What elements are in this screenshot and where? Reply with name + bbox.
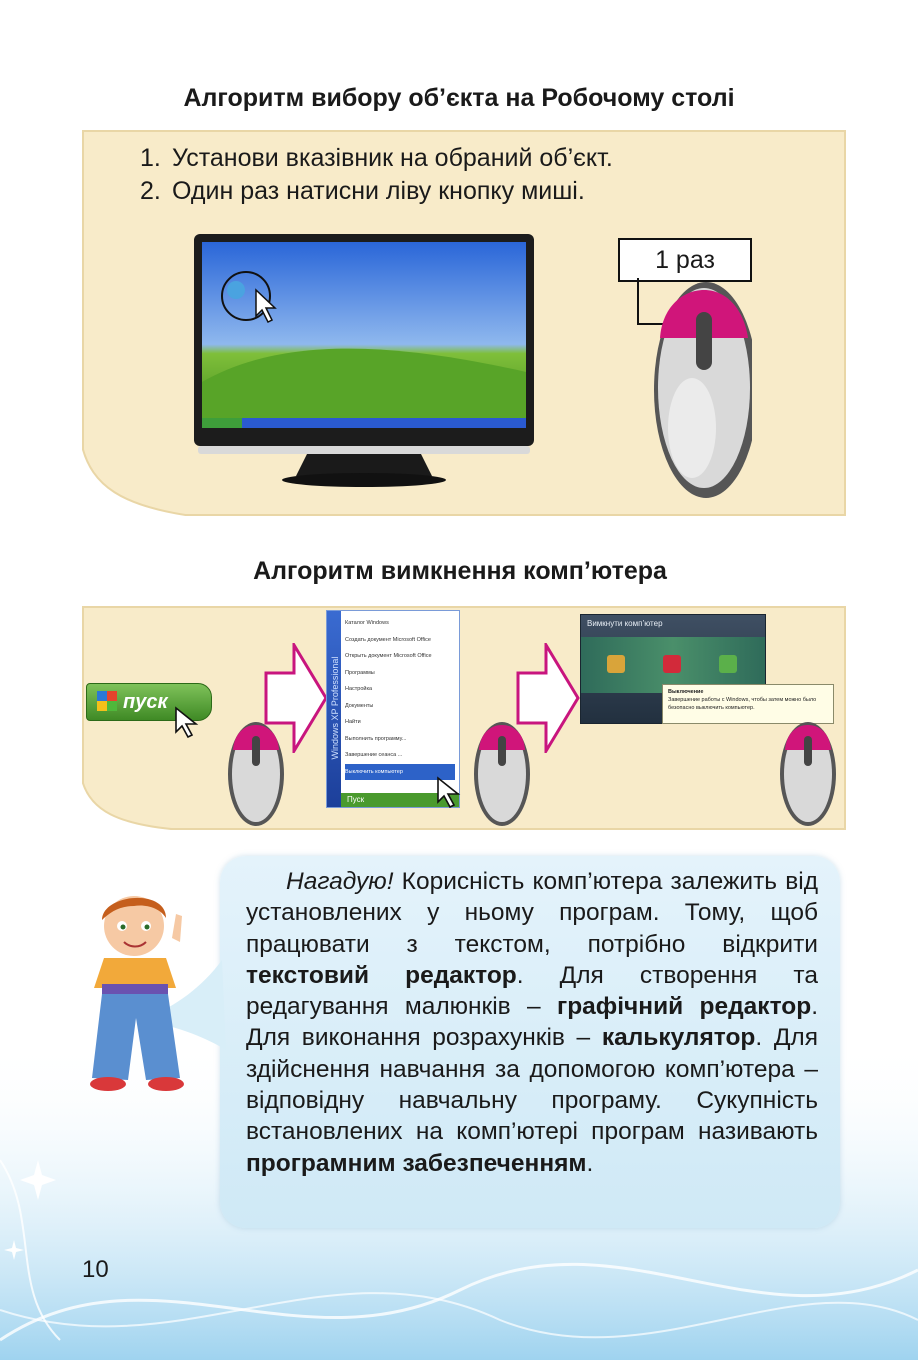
cursor-icon: [436, 776, 464, 808]
menu-item[interactable]: Открыть документ Microsoft Office: [345, 653, 432, 659]
menu-item[interactable]: Настройка: [345, 686, 373, 692]
cursor-icon: [174, 706, 200, 738]
standby-icon[interactable]: [607, 655, 625, 673]
click-count-label: 1 раз: [618, 238, 752, 282]
start-menu-bottom[interactable]: Пуск: [341, 793, 460, 807]
menu-item[interactable]: Программы: [345, 669, 375, 676]
mouse-icon: [778, 720, 838, 828]
page-curl: [82, 446, 192, 516]
mouse-icon: [226, 720, 286, 828]
windows-logo-icon: [97, 691, 117, 711]
restart-icon[interactable]: [719, 655, 737, 673]
page-number: 10: [82, 1256, 109, 1283]
shutdown-dialog-title: Вимкнути комп’ютер: [587, 619, 663, 628]
power-off-icon[interactable]: [663, 655, 681, 673]
menu-item[interactable]: Выполнить программу...: [345, 735, 407, 742]
steps-list: [140, 142, 613, 208]
start-button[interactable]: пуск: [86, 683, 212, 721]
monitor-illustration: [192, 232, 536, 488]
menu-item[interactable]: Завершение сеанса ...: [345, 752, 403, 758]
menu-item[interactable]: Создать документ Microsoft Office: [345, 636, 431, 643]
reminder-text: Нагадую! Корисність комп’ютера залежить від установлених у ньому програм. Тому, щоб працювати з текстом, потрібно відкрити текстовий редактор. Для створення та редагування малюнків – графічний редактор. Для виконання розрахунків – калькулятор. Для здійснення навчання за допомогою комп’ютера – відповідну навчальну програму. Сукупність встановлених на комп’ютері програм називають програмним забезпеченням.: [246, 868, 818, 1177]
mouse-icon: [472, 720, 532, 828]
step-item: 1. Установи вказівник на обраний об’єкт.: [140, 144, 613, 172]
start-menu-sidebar-text: Windows XP Professional: [330, 656, 340, 760]
boy-character-illustration: [76, 888, 202, 1094]
section2-title: Алгоритм вимкнення комп’ютера: [253, 557, 667, 585]
page-curl: [82, 780, 182, 830]
menu-item[interactable]: Документы: [345, 702, 374, 709]
menu-item[interactable]: Каталог Windows: [345, 620, 389, 626]
step-item: 2. Один раз натисни ліву кнопку миші.: [140, 177, 585, 205]
menu-item-shutdown[interactable]: Выключить компьютер: [345, 764, 455, 781]
mouse-icon: [632, 278, 752, 500]
shutdown-tooltip: Выключение Завершение работы с Windows, чтобы затем можно было безопасно выключить компьютер.: [662, 684, 834, 724]
section1-title: Алгоритм вибору об’єкта на Робочому столі: [183, 84, 735, 112]
menu-item[interactable]: Найти: [345, 719, 361, 725]
